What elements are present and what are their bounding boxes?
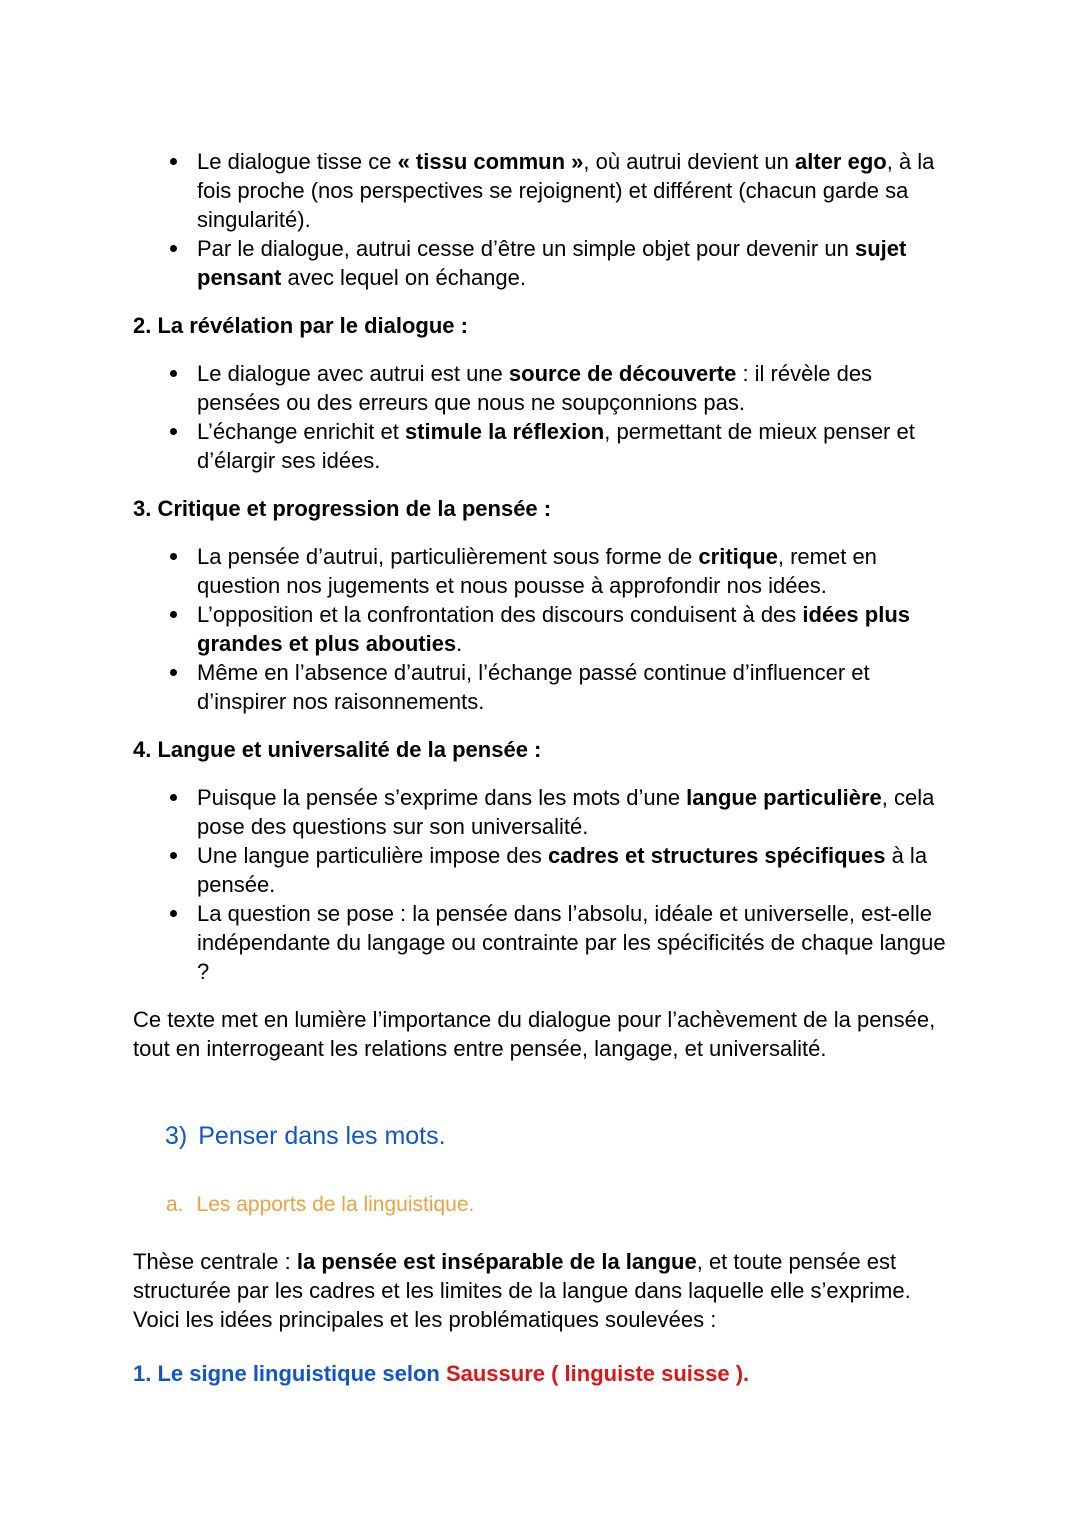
text-run: Même en l’absence d’autrui, l’échange passé continue d’influencer et d’inspirer nos raisonnements. (197, 660, 870, 714)
text-run: Le dialogue tisse ce (197, 149, 398, 174)
text-run: idées plus grandes et plus abouties (197, 602, 910, 656)
text-run: à la pensée. (197, 843, 928, 897)
bullet-list-langue (133, 783, 947, 986)
sub-heading-apports-linguistique (133, 1191, 947, 1218)
text-run: , et toute pensée est structurée par les cadres et les limites de la langue dans laquelle elle s’exprime. Voici les idées principales et les problématiques soulevées : (133, 1249, 911, 1332)
text-run: Le dialogue avec autrui est une (197, 361, 509, 386)
text-run: la pensée est inséparable de la langue (296, 1249, 697, 1274)
list-item (197, 600, 947, 658)
list-item (197, 417, 947, 475)
text-run: sujet pensant (197, 236, 907, 290)
text-run: Une langue particulière impose des (197, 843, 548, 868)
paragraph-conclusion (133, 1005, 947, 1063)
bullet-list-revelation (133, 359, 947, 475)
text-run: : il révèle des pensées ou des erreurs que nous ne soupçonnions pas. (197, 361, 873, 415)
list-item (197, 899, 947, 986)
text-run: cadres et structures spécifiques (547, 843, 886, 868)
heading-revelation-par-dialogue (133, 311, 947, 340)
text-run: critique (698, 544, 778, 569)
text-run: L’opposition et la confrontation des discours conduisent à des (197, 602, 803, 627)
text-run: source de découverte (508, 361, 737, 386)
list-item (197, 658, 947, 716)
text-run: Puisque la pensée s’exprime dans les mots d’une (197, 785, 687, 810)
text-run: 3. Critique et progression de la pensée : (133, 496, 552, 521)
list-item (197, 542, 947, 600)
heading-critique-progression (133, 494, 947, 523)
text-run: 1. Le signe linguistique selon (133, 1361, 446, 1386)
heading-langue-universalite (133, 735, 947, 764)
text-run: avec lequel on échange. (281, 265, 526, 290)
text-run: « tissu commun » (397, 149, 584, 174)
text-run: alter ego (795, 149, 887, 174)
text-run: Penser dans les mots. (198, 1122, 446, 1150)
bullet-list-dialogue (133, 147, 947, 292)
text-run: 2. La révélation par le dialogue : (133, 313, 468, 338)
text-run: , permettant de mieux penser et d’élargir ses idées. (197, 419, 915, 473)
text-run: . (456, 631, 463, 656)
text-run: a. (166, 1193, 184, 1216)
list-item (197, 147, 947, 234)
list-item (197, 841, 947, 899)
paragraph-these-centrale (133, 1247, 947, 1334)
text-run: stimule la réflexion (404, 419, 605, 444)
text-run: La question se pose : la pensée dans l’absolu, idéale et universelle, est-elle indépendante du langage ou contrainte par les spécificités de chaque langue ? (197, 901, 946, 984)
text-run: Par le dialogue, autrui cesse d’être un simple objet pour devenir un (197, 236, 855, 261)
list-item (197, 234, 947, 292)
section-heading-penser-dans-les-mots (133, 1120, 947, 1153)
text-run: Ce texte met en lumière l’importance du dialogue pour l’achèvement de la pensée, tout en interrogeant les relations entre pensée, langage, et universalité. (133, 1007, 936, 1061)
text-run: 4. Langue et universalité de la pensée : (133, 737, 542, 762)
text-run: Les apports de la linguistique. (196, 1193, 475, 1216)
bullet-list-critique (133, 542, 947, 716)
text-run: Saussure ( linguiste suisse ). (445, 1361, 750, 1386)
text-run: La pensée d’autrui, particulièrement sous forme de (197, 544, 699, 569)
text-run: langue particulière (686, 785, 882, 810)
text-run: , à la fois proche (nos perspectives se rejoignent) et différent (chacun garde sa singularité). (197, 149, 935, 232)
text-run: , cela pose des questions sur son universalité. (197, 785, 935, 839)
text-run: , où autrui devient un (583, 149, 796, 174)
text-run: 3) (165, 1122, 188, 1150)
text-run: Thèse centrale : (133, 1249, 297, 1274)
text-run: , remet en question nos jugements et nous pousse à approfondir nos idées. (197, 544, 877, 598)
list-item (197, 783, 947, 841)
text-run: L’échange enrichit et (197, 419, 405, 444)
heading-signe-linguistique-saussure (133, 1359, 947, 1388)
list-item (197, 359, 947, 417)
